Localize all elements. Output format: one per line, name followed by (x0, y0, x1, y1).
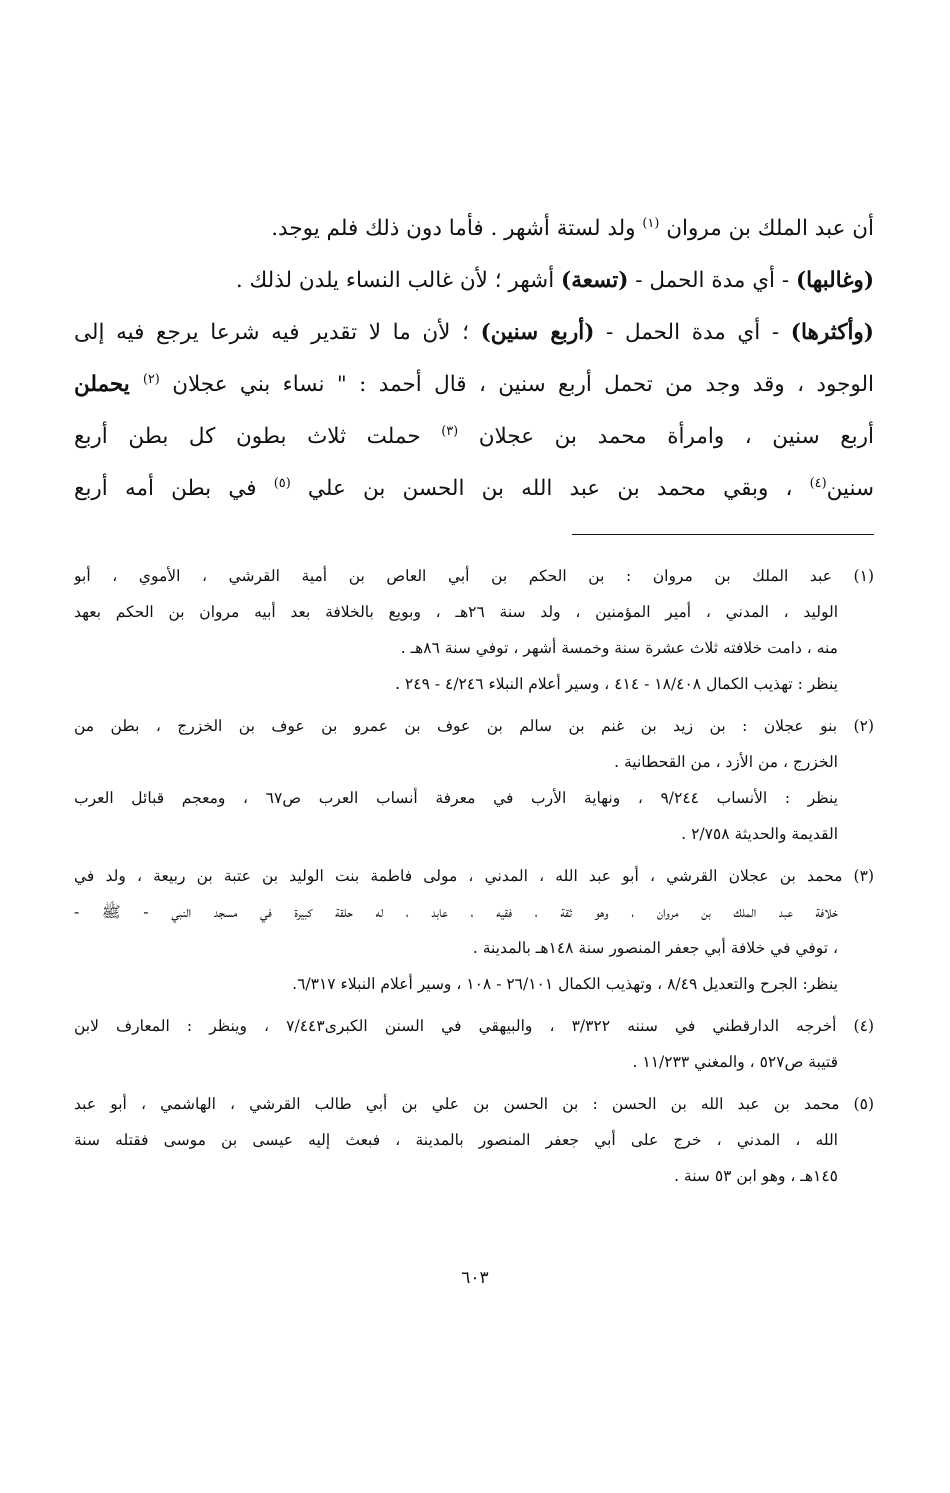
footnote-line: (٣) محمد بن عجلان القرشي ، أبو عبد الله ، المدني ، مولى فاطمة بنت الوليد بن عتبة بن ربيعة ، ولد في (74, 867, 874, 885)
footnote-reference: ينظر : تهذيب الكمال ١٨/٤٠٨ - ٤١٤ ، وسير أعلام النبلاء ٤/٢٤٦ - ٢٤٩ . (395, 675, 838, 693)
main-text-run: في بطن أمه أربع (74, 476, 274, 501)
footnote-3 (74, 858, 874, 1002)
footnote-line: الوليد ، المدني ، أمير المؤمنين ، ولد سنة ٢٦هـ ، وبويع بالخلافة بعد أبيه مروان بن الحكم بعهد (74, 603, 838, 621)
main-text-run: ؛ لأن ما لا تقدير فيه شرعا يرجع فيه إلى (74, 320, 481, 345)
footnote-line: منه ، دامت خلافته ثلاث عشرة سنة وخمسة أشهر ، توفي سنة ٨٦هـ . (400, 639, 838, 657)
footnote-line: (٤) أخرجه الدارقطني في سننه ٣/٣٢٢ ، والبيهقي في السنن الكبرى٧/٤٤٣ ، وينظر : المعارف لابن (74, 1017, 874, 1035)
footnote-ref-5[interactable]: (٥) (273, 475, 291, 491)
footnote-line: ١٤٥هـ ، وهو ابن ٥٣ سنة . (674, 1167, 838, 1185)
footnotes (74, 558, 874, 1194)
footnote-line: الخزرج ، من الأزد ، من القحطانية . (614, 753, 838, 771)
bold-term: (وغالبها) (795, 268, 874, 293)
footnote-line: (٢) بنو عجلان : بن زيد بن غنم بن سالم بن عوف بن عمرو بن عوف بن الخزرج ، بطن من (74, 717, 874, 735)
footnote-line: قتيبة ص٥٢٧ ، والمغني ١١/٢٣٣ . (632, 1053, 838, 1071)
footnote-line: ، توفي في خلافة أبي جعفر المنصور سنة ١٤٨هـ بالمدينة . (472, 939, 838, 957)
footnote-ref-4[interactable]: (٤) (809, 475, 827, 491)
main-text-run: حملت ثلاث بطون كل بطن أربع (74, 424, 442, 449)
footnote-line: خلافة عبد الملك بن مروان ، وهو ثقة ، فقيه ، عابد ، له حلقة كبيرة في مسجد النبي - ﷺ - (74, 903, 838, 921)
bold-term: (تسعة) (561, 268, 629, 293)
main-line-1 (74, 203, 874, 255)
main-text-run: ، وبقي محمد بن عبد الله بن الحسن بن علي (290, 476, 810, 501)
main-text-run: الوجود ، وقد وجد من تحمل أربع سنين ، قال أحمد : " نساء بني عجلان (159, 372, 874, 397)
footnote-reference: ينظر: الجرح والتعديل ٨/٤٩ ، وتهذيب الكمال ٢٦/١٠١ - ١٠٨ ، وسير أعلام النبلاء ٦/٣١٧. (292, 975, 838, 993)
main-text-run: ولد لستة أشهر . فأما دون ذلك فلم يوجد. (271, 216, 643, 241)
footnote-separator (572, 534, 874, 535)
main-line-4 (74, 359, 874, 411)
main-text-run: أن عبد الملك بن مروان (659, 216, 874, 241)
bold-term: (أربع سنين) (480, 320, 595, 345)
footnote-reference: ينظر : الأنساب ٩/٢٤٤ ، ونهاية الأرب في معرفة أنساب العرب ص٦٧ ، ومعجم قبائل العرب (74, 789, 838, 807)
footnote-ref-3[interactable]: (٣) (441, 423, 459, 439)
main-text (74, 203, 874, 515)
main-line-3 (74, 307, 874, 359)
main-text-run: أربع سنين ، وامرأة محمد بن عجلان (458, 424, 874, 449)
footnote-line: الله ، المدني ، خرج على أبي جعفر المنصور بالمدينة ، فبعث إليه عيسى بن موسى فقتله سنة (74, 1131, 838, 1149)
footnote-4 (74, 1008, 874, 1080)
main-line-5 (74, 411, 874, 463)
footnote-ref-2[interactable]: (٢) (142, 371, 160, 387)
main-text-run: يحملن (74, 372, 143, 397)
footnote-ref-1[interactable]: (١) (642, 215, 660, 231)
footnote-2 (74, 708, 874, 852)
main-text-run: أشهر ؛ لأن غالب النساء يلدن لذلك . (235, 268, 562, 293)
page-number: ٦٠٣ (461, 1268, 489, 1288)
footnote-line: (١) عبد الملك بن مروان : بن الحكم بن أبي العاص بن أمية القرشي ، الأموي ، أبو (74, 567, 874, 585)
footnote-line: (٥) محمد بن عبد الله بن الحسن : بن الحسن بن علي بن أبي طالب القرشي ، الهاشمي ، أبو عبد (74, 1095, 874, 1113)
main-text-run: سنين (826, 476, 874, 501)
footnote-5 (74, 1086, 874, 1194)
footnote-reference: القديمة والحديثة ٢/٧٥٨ . (681, 825, 838, 843)
main-line-2 (74, 255, 874, 307)
bold-term: (وأكثرها) (790, 320, 874, 345)
main-line-6 (74, 463, 874, 515)
main-text-run: - أي مدة الحمل - (594, 320, 791, 345)
main-text-run: - أي مدة الحمل - (628, 268, 796, 293)
footnote-1 (74, 558, 874, 702)
